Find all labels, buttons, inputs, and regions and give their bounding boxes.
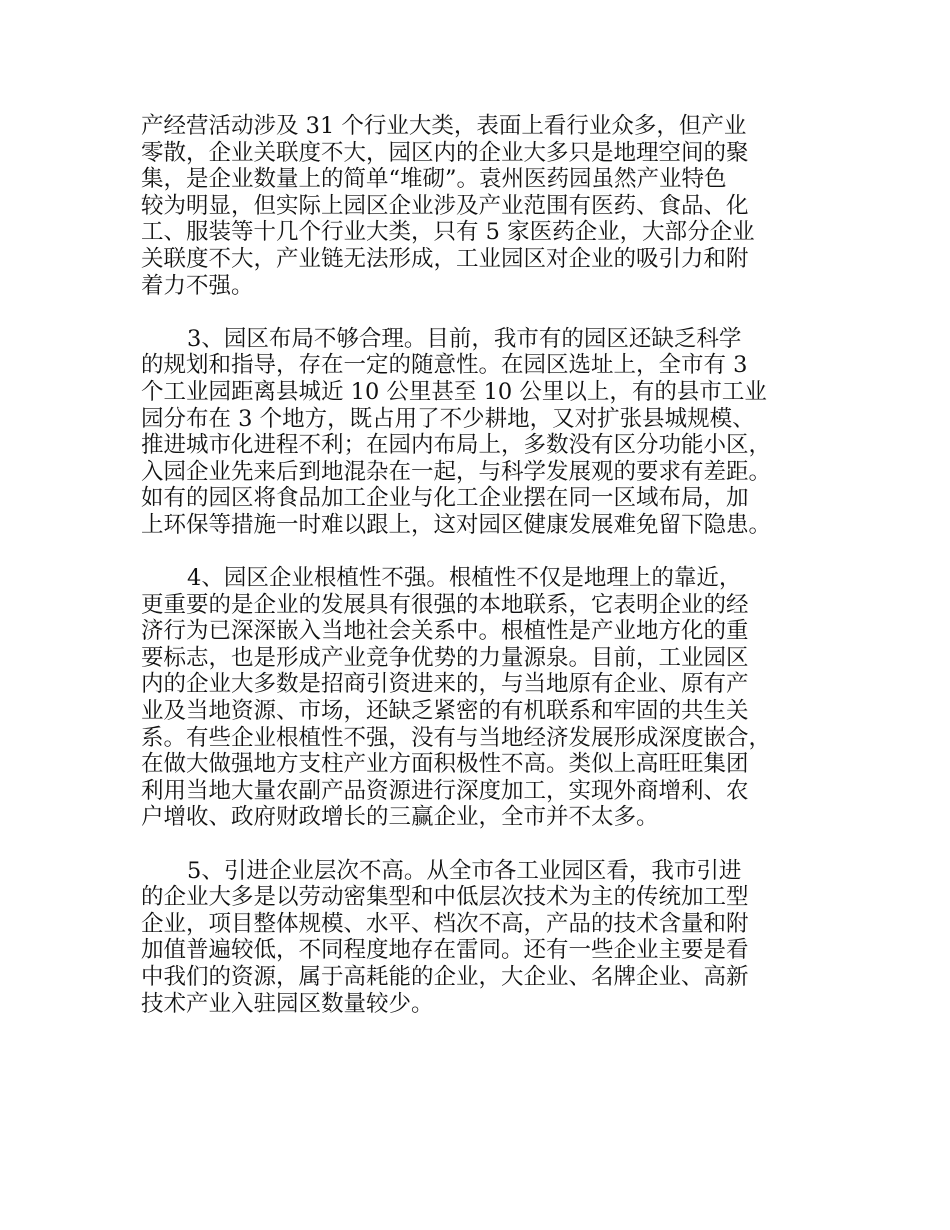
text-line: 入园企业先来后到地混杂在一起，与科学发展观的要求有差距。 xyxy=(141,458,772,485)
text-line: 的企业大多是以劳动密集型和中低层次技术为主的传统加工型 xyxy=(141,884,749,911)
text-line: 5、引进企业层次不高。从全市各工业园区看，我市引进 xyxy=(187,857,742,884)
text-line: 户增收、政府财政增长的三赢企业，全市并不太多。 xyxy=(141,804,659,831)
text-line: 着力不强。 xyxy=(141,272,254,299)
text-line: 更重要的是企业的发展具有很强的本地联系，它表明企业的经 xyxy=(141,591,749,618)
text-line: 关联度不大，产业链无法形成，工业园区对企业的吸引力和附 xyxy=(141,245,749,272)
text-line: 工、服装等十几个行业大类，只有 5 家医药企业，大部分企业 xyxy=(141,219,755,246)
text-line: 园分布在 3 个地方，既占用了不少耕地，又对扩张县城规模、 xyxy=(141,405,755,432)
text-line: 的规划和指导，存在一定的随意性。在园区选址上，全市有 3 xyxy=(141,352,748,379)
text-line: 加值普遍较低，不同程度地存在雷同。还有一些企业主要是看 xyxy=(141,937,749,964)
document-body xyxy=(141,113,841,1044)
text-line: 企业，项目整体规模、水平、档次不高，产品的技术含量和附 xyxy=(141,910,749,937)
text-line: 内的企业大多数是招商引资进来的，与当地原有企业、原有产 xyxy=(141,671,749,698)
text-line: 技术产业入驻园区数量较少。 xyxy=(141,990,434,1017)
text-line: 济行为已深深嵌入当地社会关系中。根植性是产业地方化的重 xyxy=(141,618,749,645)
text-line: 产经营活动涉及 31 个行业大类，表面上看行业众多，但产业 xyxy=(141,113,747,139)
text-line: 推进城市化进程不利；在园内布局上，多数没有区分功能小区， xyxy=(141,432,772,459)
text-line: 较为明显，但实际上园区企业涉及产业范围有医药、食品、化 xyxy=(141,192,749,219)
paragraph-layout-issue xyxy=(141,326,841,539)
paragraph-industry-scatter xyxy=(141,113,841,299)
paragraph-enterprise-level-issue xyxy=(141,858,841,1018)
text-line: 中我们的资源，属于高耗能的企业，大企业、名牌企业、高新 xyxy=(141,964,749,990)
text-line: 个工业园距离县城近 10 公里甚至 10 公里以上，有的县市工业 xyxy=(141,378,767,405)
text-line: 4、园区企业根植性不强。根植性不仅是地理上的靠近， xyxy=(187,565,742,592)
text-line: 利用当地大量农副产品资源进行深度加工，实现外商增利、农 xyxy=(141,777,749,804)
text-line: 系。有些企业根植性不强，没有与当地经济发展形成深度嵌合， xyxy=(141,724,772,751)
text-line: 上环保等措施一时难以跟上，这对园区健康发展难免留下隐患。 xyxy=(141,511,772,538)
text-line: 要标志，也是形成产业竞争优势的力量源泉。目前，工业园区 xyxy=(141,644,749,671)
text-line: 如有的园区将食品加工企业与化工企业摆在同一区域布局，加 xyxy=(141,485,749,512)
text-line: 零散，企业关联度不大，园区内的企业大多只是地理空间的聚 xyxy=(141,139,749,166)
paragraph-rootedness-issue xyxy=(141,565,841,831)
text-line: 业及当地资源、市场，还缺乏紧密的有机联系和牢固的共生关 xyxy=(141,698,749,725)
text-line: 在做大做强地方支柱产业方面积极性不高。类似上高旺旺集团 xyxy=(141,751,749,778)
text-line: 3、园区布局不够合理。目前，我市有的园区还缺乏科学 xyxy=(187,325,742,352)
text-line: 集，是企业数量上的简单“堆砌”。袁州医药园虽然产业特色 xyxy=(141,166,727,193)
